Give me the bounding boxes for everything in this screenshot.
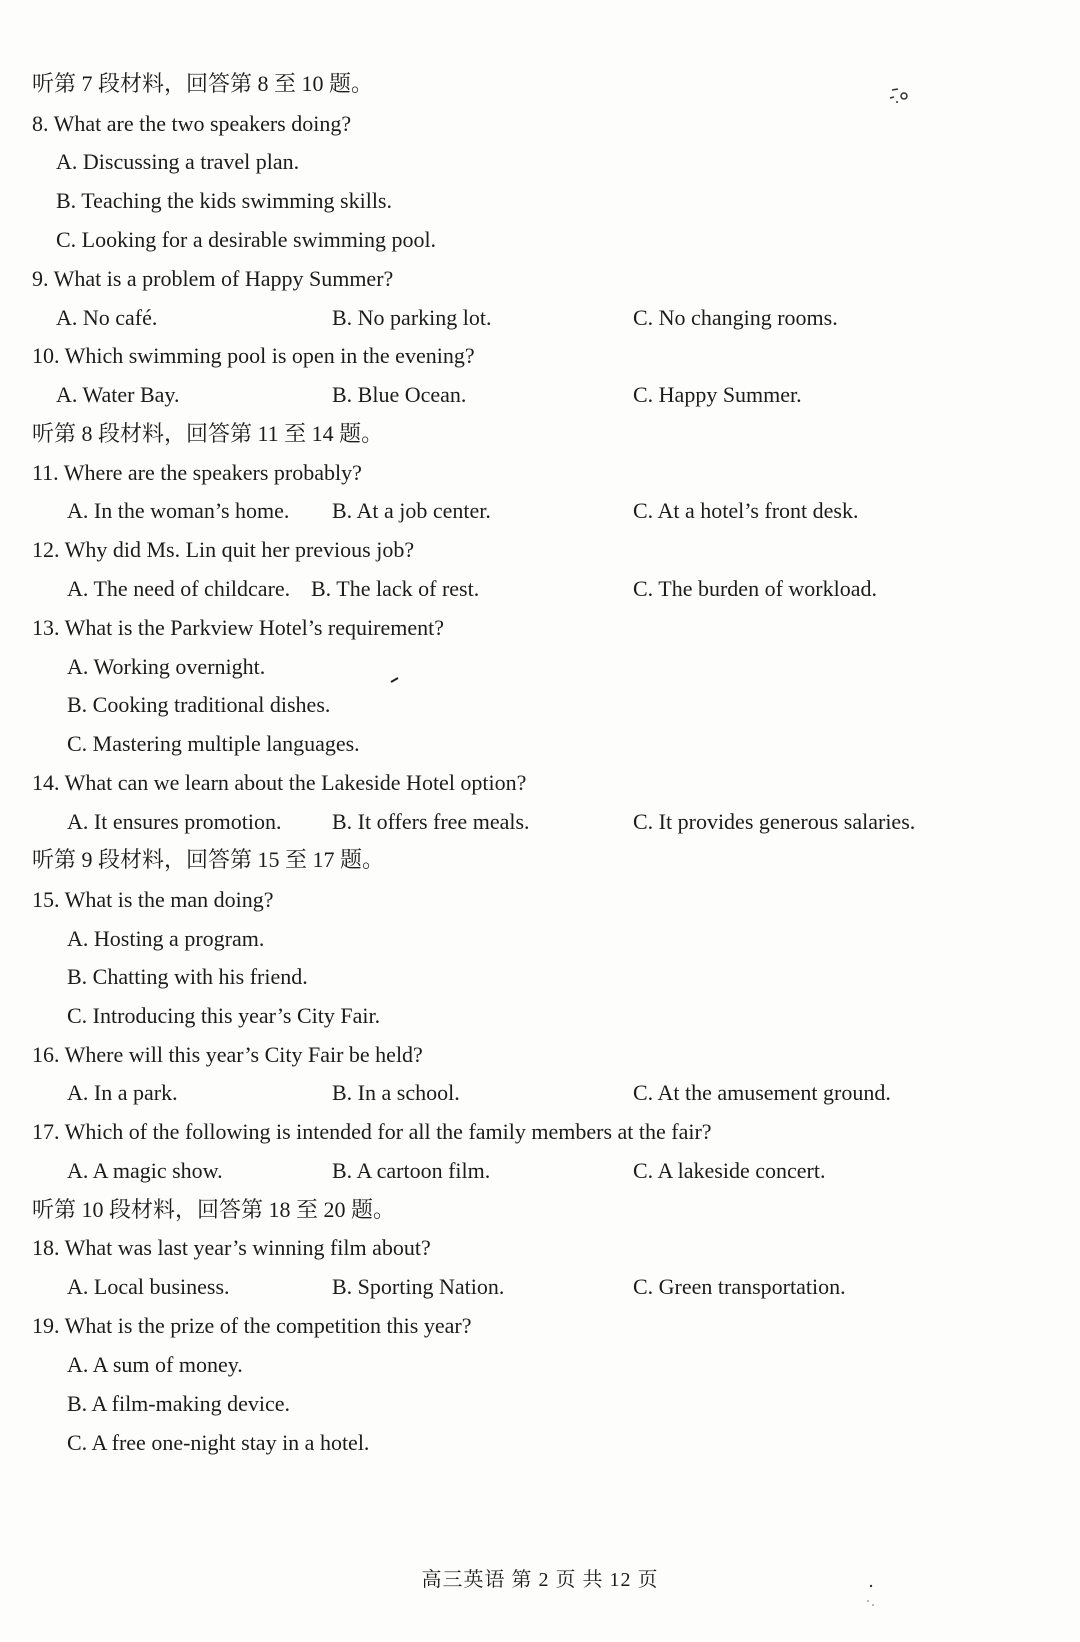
- question-17-option-b: B. A cartoon film.: [332, 1158, 491, 1183]
- question-8-option-b: B. Teaching the kids swimming skills.: [56, 188, 392, 213]
- question-10-option-b: B. Blue Ocean.: [332, 382, 467, 407]
- question-16-stem: 16. Where will this year’s City Fair be held?: [32, 1042, 423, 1067]
- question-18-stem: 18. What was last year’s winning film about?: [32, 1235, 431, 1260]
- question-15-option-b: B. Chatting with his friend.: [67, 964, 308, 989]
- pen-mark-decoration: [390, 676, 400, 684]
- page-footer: 高三英语 第 2 页 共 12 页: [421, 1569, 659, 1591]
- scan-mark-decoration-2: [864, 1583, 878, 1611]
- question-17-option-a: A. A magic show.: [67, 1158, 223, 1183]
- question-13-stem: 13. What is the Parkview Hotel’s requirement?: [32, 615, 444, 640]
- question-15-option-a: A. Hosting a program.: [67, 926, 265, 951]
- question-19-stem: 19. What is the prize of the competition this year?: [32, 1313, 472, 1338]
- question-14-option-a: A. It ensures promotion.: [67, 809, 282, 834]
- question-13-option-b: B. Cooking traditional dishes.: [67, 692, 331, 717]
- question-11-option-c: C. At a hotel’s front desk.: [633, 498, 859, 523]
- question-17-stem: 17. Which of the following is intended for all the family members at the fair?: [32, 1119, 712, 1144]
- question-12-stem: 12. Why did Ms. Lin quit her previous job?: [32, 537, 415, 562]
- question-12-option-c: C. The burden of workload.: [633, 576, 877, 601]
- question-10-option-c: C. Happy Summer.: [633, 382, 802, 407]
- question-8-stem: 8. What are the two speakers doing?: [32, 111, 352, 136]
- section-header-9: 听第 9 段材料，回答第 15 至 17 题。: [32, 847, 385, 872]
- question-14-stem: 14. What can we learn about the Lakeside Hotel option?: [32, 770, 527, 795]
- question-13-option-c: C. Mastering multiple languages.: [67, 731, 360, 756]
- question-16-option-c: C. At the amusement ground.: [633, 1080, 891, 1105]
- question-13-option-a: A. Working overnight.: [67, 654, 266, 679]
- question-9-option-a: A. No café.: [56, 305, 158, 330]
- question-14-option-c: C. It provides generous salaries.: [633, 809, 916, 834]
- question-12-option-a: A. The need of childcare.: [67, 576, 291, 601]
- question-14-option-b: B. It offers free meals.: [332, 809, 530, 834]
- question-11-option-a: A. In the woman’s home.: [67, 498, 290, 523]
- question-10-stem: 10. Which swimming pool is open in the evening?: [32, 343, 475, 368]
- question-16-option-b: B. In a school.: [332, 1080, 460, 1105]
- section-header-8: 听第 8 段材料，回答第 11 至 14 题。: [32, 421, 384, 446]
- question-16-option-a: A. In a park.: [67, 1080, 178, 1105]
- question-17-option-c: C. A lakeside concert.: [633, 1158, 826, 1183]
- question-18-option-b: B. Sporting Nation.: [332, 1274, 505, 1299]
- question-19-option-c: C. A free one-night stay in a hotel.: [67, 1430, 370, 1455]
- question-9-stem: 9. What is a problem of Happy Summer?: [32, 266, 394, 291]
- question-15-stem: 15. What is the man doing?: [32, 887, 274, 912]
- question-9-option-c: C. No changing rooms.: [633, 305, 838, 330]
- question-18-option-c: C. Green transportation.: [633, 1274, 846, 1299]
- section-header-7: 听第 7 段材料，回答第 8 至 10 题。: [32, 71, 374, 96]
- question-19-option-a: A. A sum of money.: [67, 1352, 243, 1377]
- question-9-option-b: B. No parking lot.: [332, 305, 492, 330]
- question-10-option-a: A. Water Bay.: [56, 382, 180, 407]
- section-header-10: 听第 10 段材料，回答第 18 至 20 题。: [32, 1197, 396, 1222]
- question-18-option-a: A. Local business.: [67, 1274, 230, 1299]
- question-19-option-b: B. A film-making device.: [67, 1391, 291, 1416]
- question-8-option-c: C. Looking for a desirable swimming pool.: [56, 227, 437, 252]
- question-12-option-b: B. The lack of rest.: [311, 576, 480, 601]
- question-8-option-a: A. Discussing a travel plan.: [56, 149, 300, 174]
- question-11-option-b: B. At a job center.: [332, 498, 491, 523]
- scan-mark-decoration: [888, 86, 912, 106]
- question-11-stem: 11. Where are the speakers probably?: [32, 460, 362, 485]
- question-15-option-c: C. Introducing this year’s City Fair.: [67, 1003, 381, 1028]
